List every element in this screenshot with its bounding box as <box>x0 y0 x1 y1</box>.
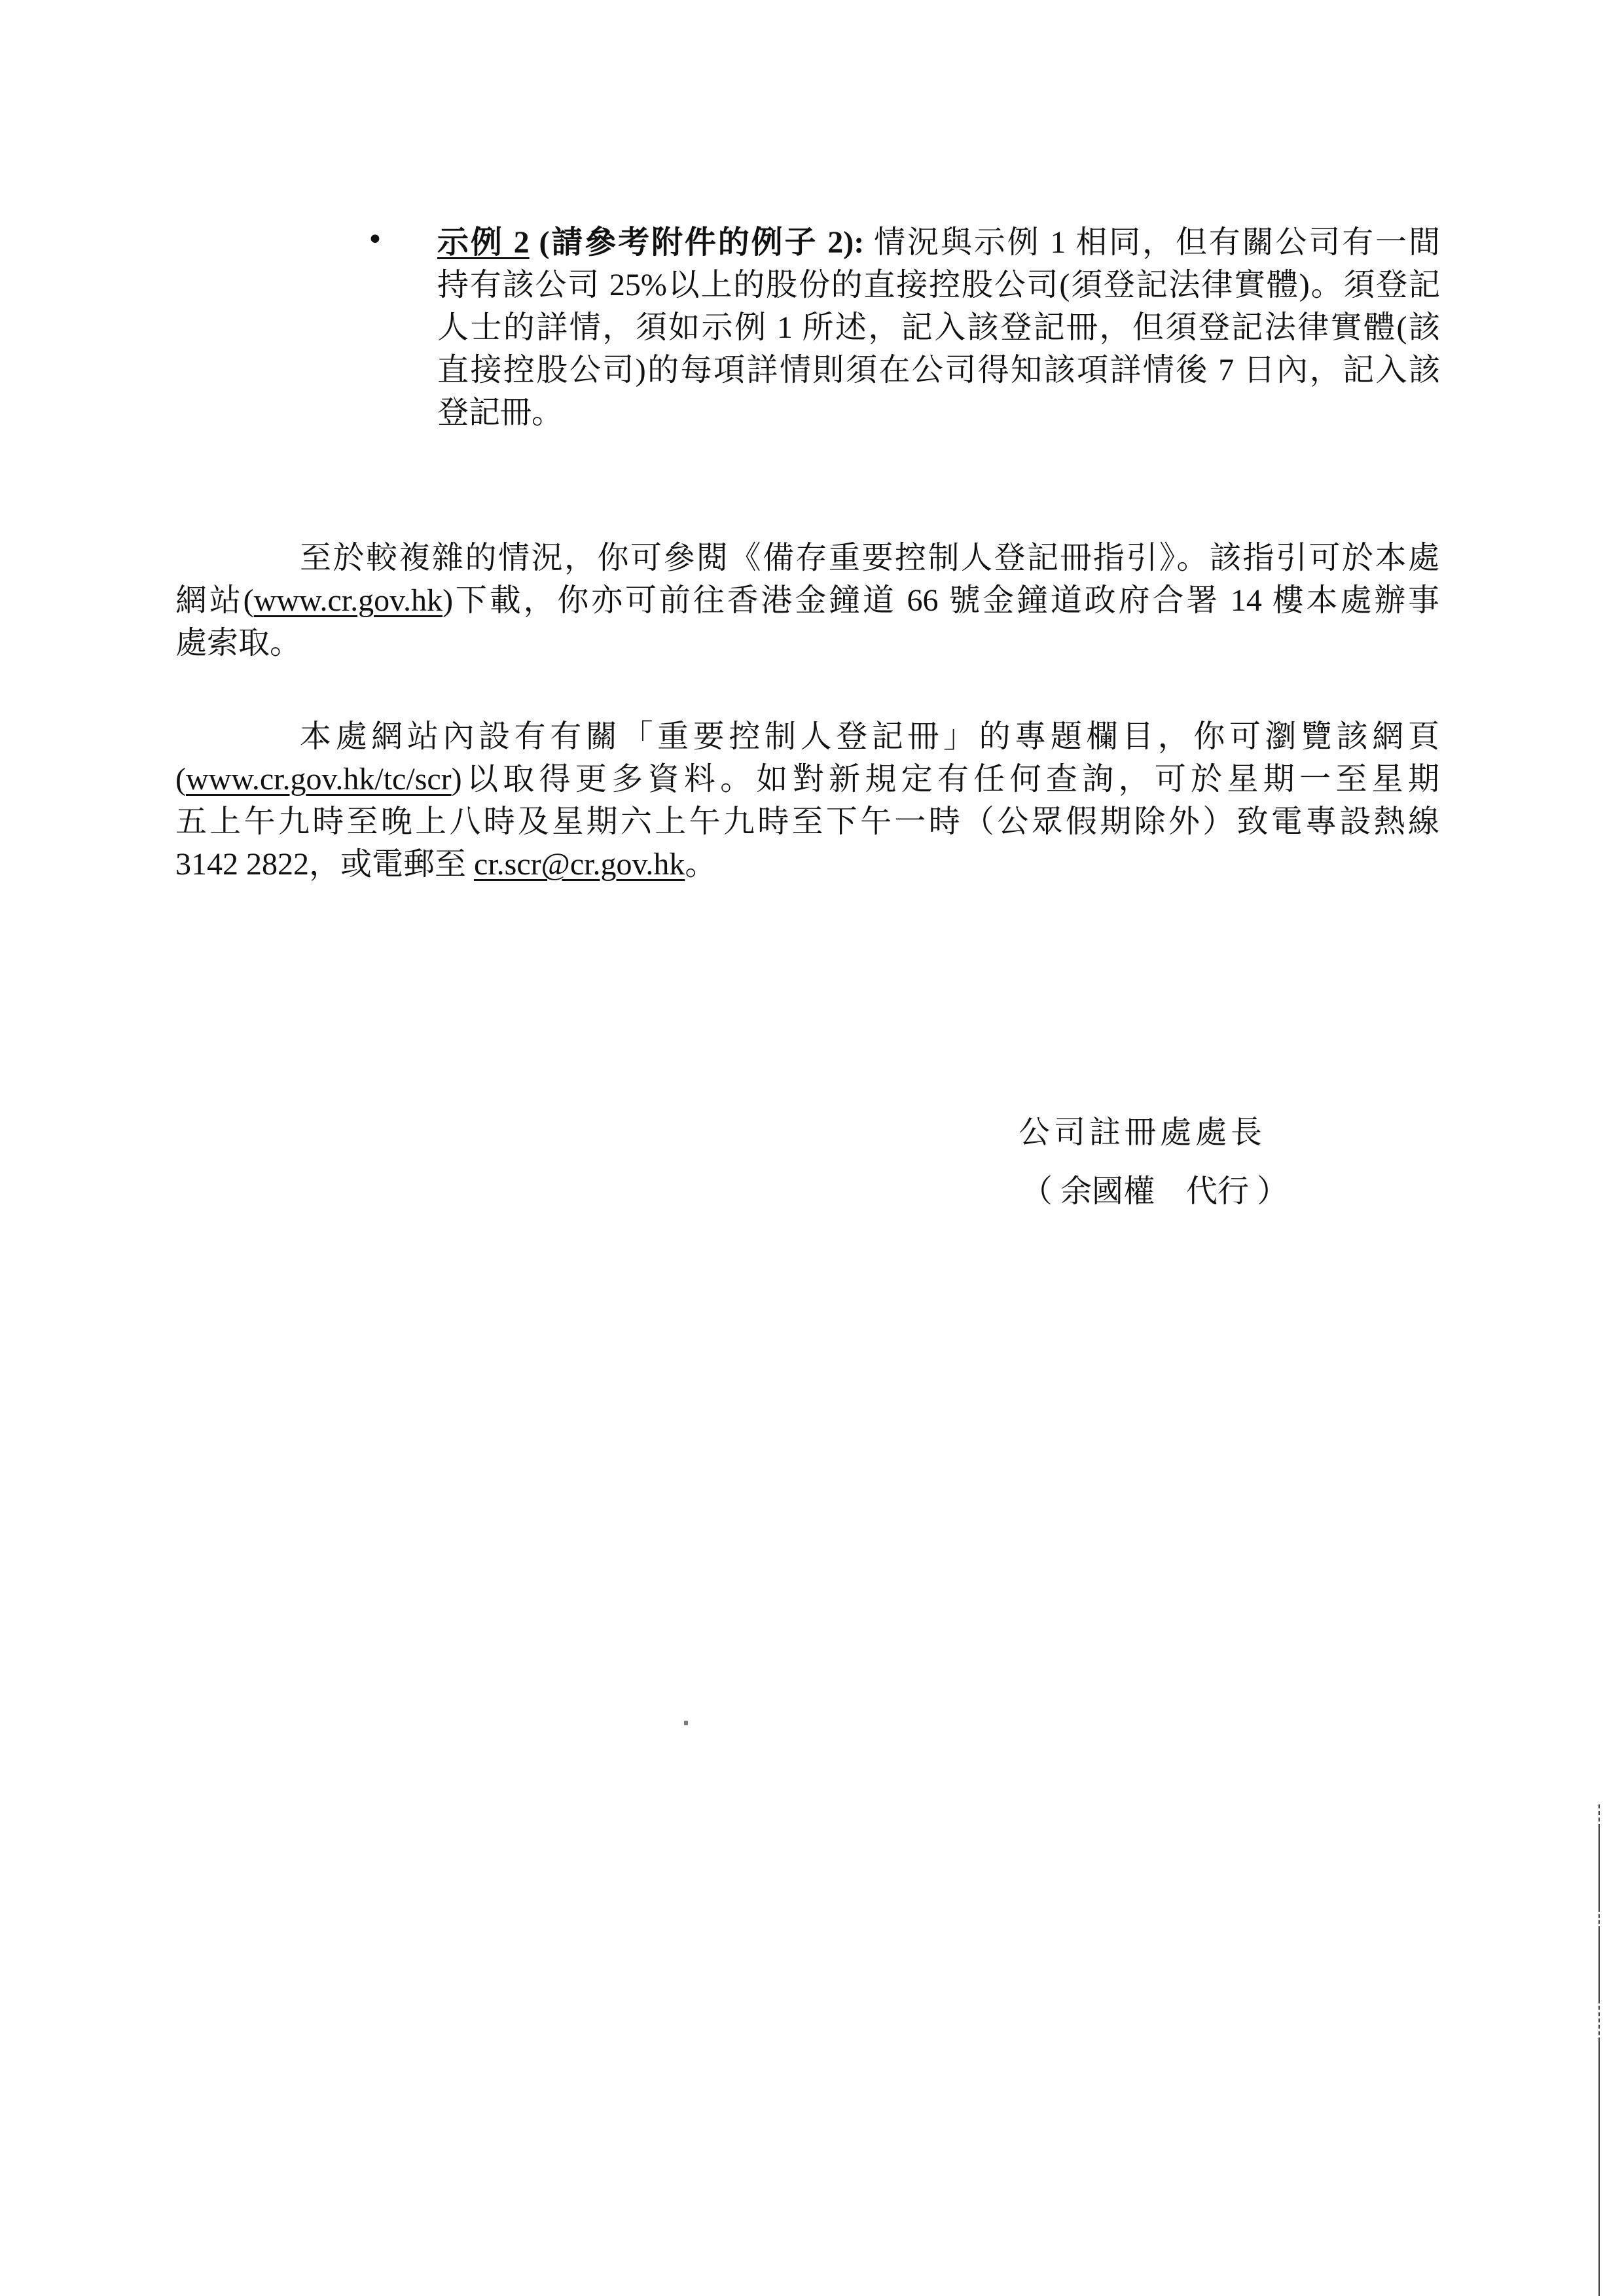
website-line-2 <box>175 758 1439 800</box>
bullet-example-block <box>437 221 1440 434</box>
link-cr-gov-hk-tc-scr[interactable]: www.cr.gov.hk/tc/scr <box>185 762 452 797</box>
link-cr-gov-hk[interactable]: www.cr.gov.hk <box>253 583 443 618</box>
website-line-4-pre: 3142 2822，或電郵至 <box>175 847 475 882</box>
scan-artifact-line-solid-1 <box>1598 1828 1600 1908</box>
bullet-line-4: 直接控股公司)的每項詳情則須在公司得知該項詳情後 7 日內，記入該 <box>437 353 1440 387</box>
signature-title: 公司註冊處處長 <box>1019 1115 1262 1150</box>
scan-artifact-speck <box>684 1721 688 1725</box>
website-line-2-post: )以取得更多資料。如對新規定有任何查詢，可於星期一至星期 <box>451 762 1439 797</box>
paragraph-website <box>175 715 1439 886</box>
paragraph-guideline <box>175 537 1439 664</box>
bullet-line-1 <box>437 221 1440 264</box>
scan-artifact-line-dashed-3 <box>1598 2000 1600 2041</box>
guideline-line-2-pre: 網站( <box>175 583 254 618</box>
link-email-cr-scr[interactable]: cr.scr@cr.gov.hk <box>474 847 685 882</box>
guideline-line-2 <box>175 579 1439 622</box>
bullet-line-1-text: 情況與示例 1 相同，但有關公司有一間 <box>874 225 1440 260</box>
scan-artifact-line-dashed-2 <box>1598 1908 1600 1930</box>
bullet-line-3: 人士的詳情，須如示例 1 所述，記入該登記冊，但須登記法律實體(該 <box>437 310 1440 345</box>
example-2-heading: 示例 2 <box>437 225 530 260</box>
guideline-line-1: 至於較複雜的情況，你可參閱《備存重要控制人登記冊指引》。該指引可於本處 <box>300 541 1439 575</box>
example-2-heading-rest: (請參考附件的例子 2): <box>529 225 875 260</box>
guideline-line-2-post: )下載，你亦可前往香港金鐘道 66 號金鐘道政府合署 14 樓本處辦事 <box>442 583 1439 618</box>
bullet-marker: • <box>367 223 384 257</box>
scan-artifact-line-solid-3 <box>1598 2041 1600 2296</box>
website-line-2-pre: ( <box>175 762 186 797</box>
scan-artifact-line-solid-2 <box>1598 1930 1600 2000</box>
scan-artifact-line-dashed-1 <box>1598 1804 1600 1828</box>
website-line-4-post: 。 <box>685 847 717 882</box>
website-line-4 <box>175 843 1439 886</box>
bullet-line-5: 登記冊。 <box>437 395 564 430</box>
website-line-1: 本處網站內設有有關「重要控制人登記冊」的專題欄目，你可瀏覽該網頁 <box>300 719 1439 754</box>
guideline-line-3: 處索取。 <box>175 626 302 660</box>
website-line-3: 五上午九時至晚上八時及星期六上午九時至下午一時（公眾假期除外）致電專設熱線 <box>175 804 1439 839</box>
bullet-line-2: 持有該公司 25%以上的股份的直接控股公司(須登記法律實體)。須登記 <box>437 268 1440 302</box>
signature-name: （ 余國權 代行 ） <box>1021 1174 1289 1209</box>
